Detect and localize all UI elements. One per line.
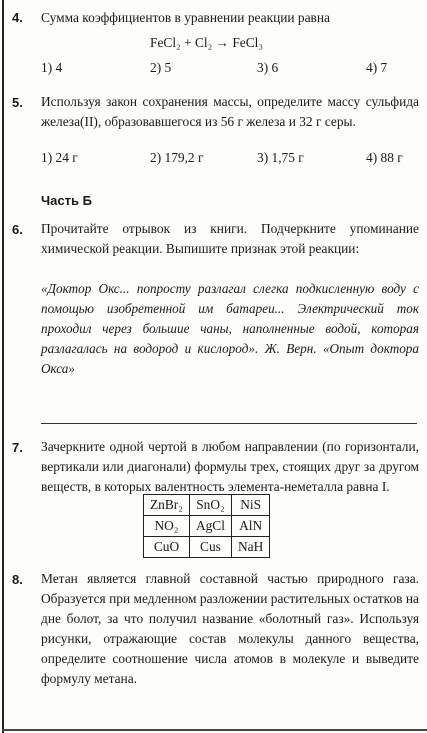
question-5-text: Используя закон сохранения массы, определите массу сульфида железа(II), образовавшегося из 56 г железа и 32 г серы. xyxy=(41,94,419,129)
formula-cell: NO₂ xyxy=(144,516,190,537)
part-b-heading: Часть Б xyxy=(41,193,92,208)
question-4-option-4: 4) 7 xyxy=(366,60,388,75)
formula-cell: CuO xyxy=(144,537,190,558)
formula-cell: AlN xyxy=(231,516,269,537)
formula-cell: ZnBr₂ xyxy=(144,495,190,516)
formula-cell: Cus xyxy=(189,537,231,558)
question-5-option-1: 1) 24 г xyxy=(41,150,78,165)
question-8-text: Метан является главной составной частью природного газа. Образуется при медленном разложении растительных остатков на дне болот, за что получил название «болотный газ». Используя рисунки, отражающие состав молекулы данного вещества, определите соотношение числа атомов в молекуле и выведите формулу метана. xyxy=(41,571,419,686)
question-4-option-3: 3) 6 xyxy=(257,60,279,75)
question-4-text: Сумма коэффициентов в уравнении реакции равна xyxy=(41,10,330,25)
question-6-quote: «Доктор Окс... попросту разлагал слегка подкисленную воду с помощью изобретенной им батареи... Электрический ток проходил через большие чаны, наполненные водой, которая разлагалась на водород и кислород». Ж. Верн. «Опыт доктора Окса» xyxy=(41,281,419,376)
formula-grid xyxy=(143,494,270,558)
question-4-equation: FeCl₂ + Cl₂ → FeCl₃ xyxy=(150,35,264,50)
question-8-number: 8. xyxy=(12,572,23,587)
formula-cell: AgCl xyxy=(189,516,231,537)
question-5-option-2: 2) 179,2 г xyxy=(150,150,204,165)
formula-cell: NaH xyxy=(231,537,269,558)
question-6-text: Прочитайте отрывок из книги. Подчеркните упоминание химической реакции. Выпишите признак этой реакции: xyxy=(41,221,419,256)
formula-grid-row xyxy=(144,537,270,558)
formula-cell: SnO₂ xyxy=(189,495,231,516)
question-5-option-4: 4) 88 г xyxy=(366,150,403,165)
question-5-number: 5. xyxy=(12,95,23,110)
question-4-option-2: 2) 5 xyxy=(150,60,172,75)
answer-line xyxy=(41,423,417,424)
question-4-number: 4. xyxy=(12,10,23,25)
question-4-option-1: 1) 4 xyxy=(41,60,63,75)
question-5-option-3: 3) 1,75 г xyxy=(257,150,304,165)
question-7-number: 7. xyxy=(12,440,23,455)
formula-cell: NiS xyxy=(231,495,269,516)
bottom-rule xyxy=(2,729,427,731)
formula-grid-row xyxy=(144,516,270,537)
question-6-number: 6. xyxy=(12,222,23,237)
question-7-text: Зачеркните одной чертой в любом направлении (по горизонтали, вертикали или диагонали) формулы трех, стоящих друг за другом веществ, в которых валентность элемента-неметалла равна I. xyxy=(41,439,419,494)
formula-grid-row xyxy=(144,495,270,516)
left-margin-rule xyxy=(2,0,4,733)
